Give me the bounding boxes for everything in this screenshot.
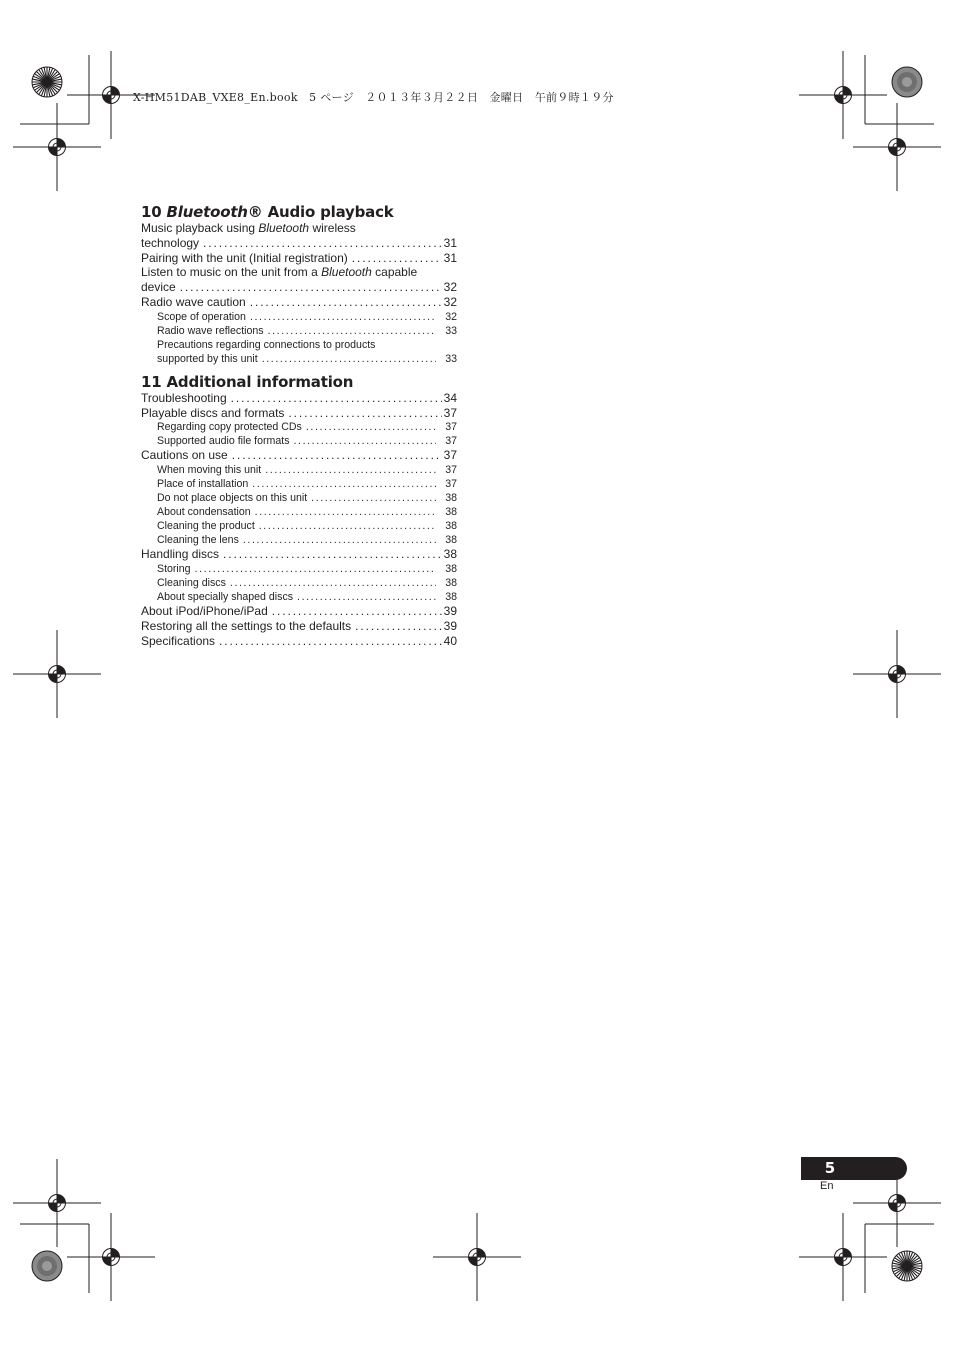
entry-text-italic: Bluetooth: [321, 265, 372, 280]
page-ref: 38: [445, 590, 457, 603]
page-ref: 37: [445, 478, 457, 491]
page-ref: 38: [445, 562, 457, 575]
page-number: 5: [824, 1159, 836, 1177]
entry-text: Cleaning discs: [157, 576, 226, 589]
leader-dots: [311, 491, 436, 505]
leader-dots: [259, 519, 436, 533]
leader-dots: [262, 352, 436, 366]
entry-text: Playable discs and formats: [141, 405, 285, 420]
toc-subentry[interactable]: [141, 477, 457, 491]
page-ref: 32: [443, 280, 457, 295]
section-title-text: Additional information: [166, 372, 354, 391]
section-number: 10: [141, 203, 162, 221]
leader-dots: [250, 310, 436, 324]
leader-dots: [297, 590, 436, 604]
section-title-rest: ® Audio playback: [247, 203, 394, 221]
toc-subentry[interactable]: [141, 434, 457, 448]
leader-dots: [268, 324, 436, 338]
toc-entry[interactable]: [141, 634, 457, 649]
leader-dots: [294, 434, 437, 448]
page-ref: 37: [445, 464, 457, 477]
toc-subentry[interactable]: [141, 519, 457, 533]
print-slug: X-HM51DAB_VXE8_En.book 5 ページ ２０１３年３月２２日 金曜日 午前９時１９分: [133, 91, 614, 104]
entry-text: About iPod/iPhone/iPad: [141, 603, 268, 618]
page-ref: 38: [445, 576, 457, 589]
page-ref: 37: [443, 448, 457, 463]
entry-text-italic: Bluetooth: [258, 221, 310, 235]
entry-text: Cleaning the product: [157, 520, 255, 533]
section-title-11: [141, 372, 457, 392]
entry-text: About condensation: [157, 506, 251, 519]
section-title-italic: Bluetooth: [166, 203, 248, 221]
toc-subentry[interactable]: [141, 324, 457, 338]
leader-dots: [355, 619, 442, 634]
leader-dots: [255, 505, 436, 519]
leader-dots: [243, 533, 436, 547]
entry-text: Storing: [157, 562, 191, 575]
page-ref: 37: [445, 421, 457, 434]
entry-text: About specially shaped discs: [157, 590, 294, 603]
toc-subentry[interactable]: [141, 533, 457, 547]
page-ref: 33: [445, 324, 457, 337]
page-ref: 32: [445, 310, 457, 323]
leader-dots: [232, 448, 442, 463]
toc-subentry[interactable]: [141, 576, 457, 590]
leader-dots: [223, 547, 442, 562]
section-number: 11: [141, 372, 162, 391]
page-ref: 31: [443, 235, 457, 250]
page-ref: 38: [443, 547, 457, 562]
section-11-entries: [141, 391, 457, 649]
leader-dots: [272, 604, 442, 619]
leader-dots: [231, 391, 442, 406]
entry-text: Scope of operation: [157, 310, 246, 323]
toc-entry[interactable]: [141, 619, 457, 634]
leader-dots: [252, 477, 436, 491]
entry-text: Cleaning the lens: [157, 534, 239, 547]
page-ref: 33: [445, 352, 457, 365]
page-ref: 37: [445, 435, 457, 448]
leader-dots: [250, 295, 442, 310]
leader-dots: [288, 406, 441, 421]
leader-dots: [180, 280, 442, 295]
entry-text: Do not place objects on this unit: [157, 492, 308, 505]
toc-subentry[interactable]: [141, 338, 457, 366]
entry-text: Specifications: [141, 633, 216, 648]
toc-entry[interactable]: [141, 547, 457, 562]
entry-text: Radio wave caution: [141, 294, 246, 309]
table-of-contents: [141, 202, 457, 648]
page-ref: 39: [443, 603, 457, 618]
entry-text: device: [141, 280, 176, 295]
leader-dots: [352, 251, 442, 266]
entry-text: Cautions on use: [141, 448, 228, 463]
entry-text: wireless: [309, 221, 356, 235]
entry-text: technology: [141, 235, 200, 250]
page-ref: 31: [443, 250, 457, 265]
toc-entry[interactable]: [141, 448, 457, 463]
leader-dots: [230, 576, 436, 590]
entry-text: Pairing with the unit (Initial registration): [141, 250, 348, 265]
entry-text: capable: [371, 265, 418, 280]
language-label: En: [820, 1180, 834, 1192]
toc-entry[interactable]: [141, 406, 457, 421]
leader-dots: [203, 236, 442, 251]
toc-entry[interactable]: [141, 391, 457, 406]
page-ref: 38: [445, 492, 457, 505]
entry-text: Music playback using: [141, 221, 259, 235]
entry-text: supported by this unit: [157, 352, 258, 365]
toc-entry[interactable]: [141, 295, 457, 310]
page-ref: 34: [443, 390, 457, 405]
page-ref: 32: [443, 294, 457, 309]
entry-text: Handling discs: [141, 547, 220, 562]
leader-dots: [265, 463, 436, 477]
entry-text: Radio wave reflections: [157, 324, 264, 337]
page-ref: 39: [443, 618, 457, 633]
toc-entry[interactable]: [141, 251, 457, 266]
page-number-badge: [801, 1157, 907, 1180]
entry-text: Supported audio file formats: [157, 435, 290, 448]
toc-subentry[interactable]: [141, 310, 457, 324]
toc-subentry[interactable]: [141, 491, 457, 505]
toc-subentry[interactable]: [141, 505, 457, 519]
entry-text: Restoring all the settings to the defaults: [141, 618, 352, 633]
toc-entry[interactable]: [141, 265, 457, 295]
leader-dots: [306, 420, 436, 434]
toc-subentry[interactable]: [141, 463, 457, 477]
entry-text: Precautions regarding connections to products: [157, 338, 376, 351]
page-ref: 38: [445, 534, 457, 547]
page-ref: 38: [445, 506, 457, 519]
page-ref: 40: [443, 633, 457, 648]
entry-text: Troubleshooting: [141, 390, 227, 405]
leader-dots: [195, 562, 436, 576]
toc-entry[interactable]: [141, 604, 457, 619]
page-ref: 37: [443, 405, 457, 420]
entry-text: Regarding copy protected CDs: [157, 421, 302, 434]
leader-dots: [219, 634, 442, 649]
entry-text: When moving this unit: [157, 464, 262, 477]
page-ref: 38: [445, 520, 457, 533]
entry-text: Listen to music on the unit from a: [141, 265, 322, 280]
toc-entry[interactable]: [141, 221, 457, 251]
section-title-10: [141, 202, 457, 222]
entry-text: Place of installation: [157, 478, 249, 491]
toc-subentry[interactable]: [141, 590, 457, 604]
toc-subentry[interactable]: [141, 562, 457, 576]
toc-subentry[interactable]: [141, 420, 457, 434]
